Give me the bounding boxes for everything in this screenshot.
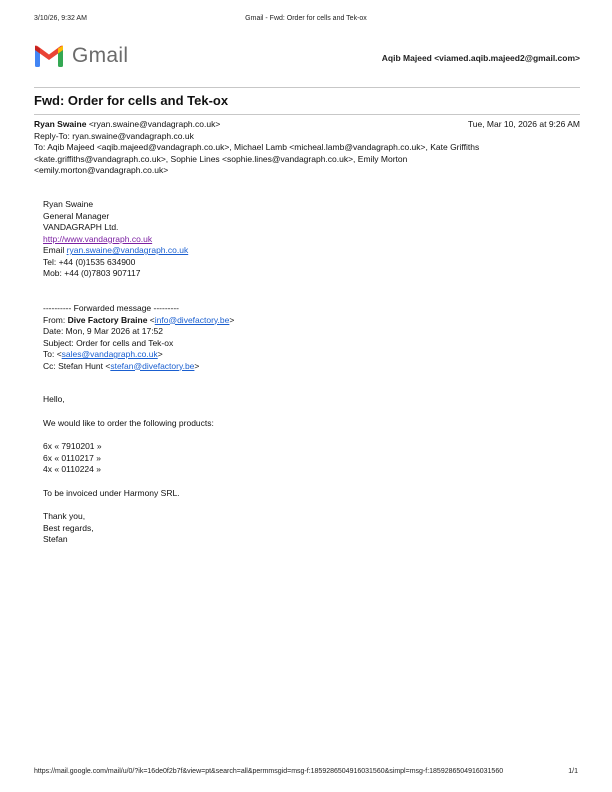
invoice-note: To be invoiced under Harmony SRL. [43, 487, 180, 498]
closing-name: Stefan [43, 534, 68, 544]
email-label: Email [43, 245, 65, 255]
forwarded-subject: Subject: Order for cells and Tek-ox [43, 337, 174, 348]
reply-to: Reply-To: ryan.swaine@vandagraph.co.uk [34, 130, 194, 141]
forwarded-to: To: <sales@vandagraph.co.uk> [43, 349, 163, 359]
divider [34, 114, 580, 115]
intro-text: We would like to order the following products: [43, 417, 214, 428]
greeting: Hello, [43, 394, 65, 404]
signature [43, 199, 563, 280]
closing-regards: Best regards, [43, 522, 94, 533]
signature-company: VANDAGRAPH Ltd. [43, 222, 119, 232]
website-link[interactable]: http://www.vandagraph.co.uk [43, 233, 153, 244]
order-item: 4x « 0110224 » [43, 464, 101, 474]
recipients-line: <emily.morton@vandagraph.co.uk> [34, 165, 169, 175]
gmail-logo-icon [34, 44, 64, 68]
signature-role: General Manager [43, 210, 110, 221]
signature-name: Ryan Swaine [43, 199, 94, 209]
gmail-wordmark: Gmail [72, 44, 129, 67]
order-item: 6x « 7910201 » [43, 441, 102, 451]
divider [34, 87, 580, 88]
email-subject: Fwd: Order for cells and Tek-ox [34, 93, 229, 108]
forwarded-from-name: Dive Factory Braine [67, 314, 148, 325]
signature-email-link[interactable]: ryan.swaine@vandagraph.co.uk [66, 245, 189, 255]
message-header [34, 119, 580, 177]
print-url: https://mail.google.com/mail/u/0/?ik=16de0f2b7f&view=pt&search=all&permmsgid=msg-f:1859286504916031560&simpl=msg-f:1859286504916031560 [34, 768, 504, 775]
print-title: Gmail - Fwd: Order for cells and Tek-ox [245, 15, 367, 22]
forwarded-date: Date: Mon, 9 Mar 2026 at 17:52 [43, 326, 164, 336]
forwarded-from: From: Dive Factory Braine <info@divefactory.be> [43, 314, 235, 325]
forwarded-divider: ---------- Forwarded message --------- [43, 303, 179, 313]
order-item: 6x « 0110217 » [43, 452, 101, 463]
forwarded-to-email-link[interactable]: sales@vandagraph.co.uk [61, 349, 158, 359]
forwarded-cc: Cc: Stefan Hunt <stefan@divefactory.be> [43, 360, 200, 371]
closing-thanks: Thank you, [43, 511, 86, 521]
forwarded-cc-email-link[interactable]: stefan@divefactory.be [110, 360, 195, 371]
signature-email-line [43, 245, 563, 257]
account-label: Aqib Majeed <viamed.aqib.majeed2@gmail.com> [381, 53, 580, 63]
print-datetime: 3/10/26, 9:32 AM [34, 15, 87, 22]
forwarded-from-email-link[interactable]: info@divefactory.be [154, 314, 230, 325]
signature-mob: Mob: +44 (0)7803 907117 [43, 268, 141, 278]
signature-tel: Tel: +44 (0)1535 634900 [43, 256, 136, 267]
recipients-line: <kate.griffiths@vandagraph.co.uk>, Sophie Lines <sophie.lines@vandagraph.co.uk>, Emily Morton [34, 153, 408, 164]
message-date: Tue, Mar 10, 2026 at 9:26 AM [467, 119, 580, 129]
gmail-header [34, 44, 580, 72]
sender-name: Ryan Swaine [34, 119, 87, 129]
sender-email: <ryan.swaine@vandagraph.co.uk> [88, 119, 221, 129]
message-body [43, 394, 563, 546]
recipients-line: To: Aqib Majeed <aqib.majeed@vandagraph.co.uk>, Michael Lamb <micheal.lamb@vandagraph.co.uk>, Kate Griffiths [34, 142, 480, 152]
page-number: 1/1 [568, 768, 578, 775]
forwarded-header [43, 303, 563, 372]
